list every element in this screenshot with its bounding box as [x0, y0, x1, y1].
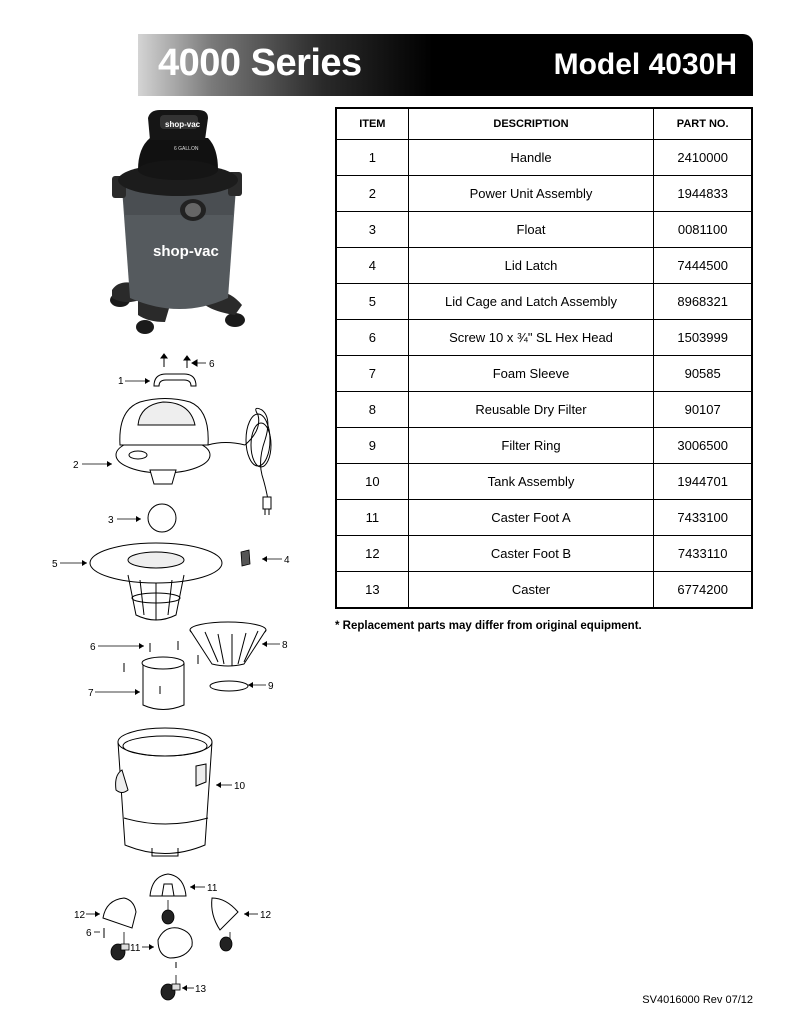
model-title: Model 4030H [553, 48, 737, 81]
tank-assembly [116, 728, 212, 856]
cell-part-no: 1503999 [654, 320, 752, 356]
table-row [336, 536, 752, 572]
label-5: 5 [52, 559, 58, 570]
cell-part-no: 90107 [654, 392, 752, 428]
foam-sleeve [142, 657, 184, 710]
filter-ring [210, 681, 248, 691]
cell-part-no: 6774200 [654, 572, 752, 609]
document-revision: SV4016000 Rev 07/12 [642, 994, 753, 1006]
cell-description: Power Unit Assembly [408, 176, 654, 212]
label-7: 7 [88, 688, 94, 699]
cell-part-no: 7444500 [654, 248, 752, 284]
label-12-left: 12 [74, 910, 86, 921]
cell-description: Caster [408, 572, 654, 609]
svg-text:shop-vac: shop-vac [165, 120, 201, 129]
cell-item: 13 [336, 572, 408, 609]
cell-part-no: 7433100 [654, 500, 752, 536]
shop-vac-logo: shop-vac [153, 243, 219, 260]
lid-cage [90, 543, 222, 620]
series-title: 4000 Series [158, 42, 362, 84]
cell-item: 4 [336, 248, 408, 284]
label-4: 4 [284, 555, 290, 566]
cell-part-no: 2410000 [654, 140, 752, 176]
dry-filter [190, 622, 266, 666]
table-header-row [336, 108, 752, 140]
cell-description: Handle [408, 140, 654, 176]
cell-item: 10 [336, 464, 408, 500]
cell-part-no: 0081100 [654, 212, 752, 248]
cell-description: Reusable Dry Filter [408, 392, 654, 428]
table-row [336, 464, 752, 500]
svg-text:6 GALLON: 6 GALLON [174, 146, 199, 152]
column-header-part-no: PART NO. [654, 108, 752, 140]
table-row [336, 572, 752, 609]
cell-part-no: 90585 [654, 356, 752, 392]
table-row [336, 212, 752, 248]
table-row [336, 428, 752, 464]
label-11-bottom: 11 [130, 943, 141, 954]
cell-item: 12 [336, 536, 408, 572]
label-3: 3 [108, 515, 114, 526]
parts-diagram [0, 0, 330, 1010]
cell-description: Tank Assembly [408, 464, 654, 500]
cell-description: Filter Ring [408, 428, 654, 464]
replacement-note: * Replacement parts may differ from original equipment. [335, 620, 642, 632]
label-6-bottom: 6 [86, 928, 92, 939]
cell-description: Lid Latch [408, 248, 654, 284]
power-unit [116, 399, 271, 516]
table-row [336, 248, 752, 284]
label-1: 1 [118, 376, 124, 387]
cell-part-no: 1944701 [654, 464, 752, 500]
cell-part-no: 1944833 [654, 176, 752, 212]
label-13: 13 [195, 984, 207, 995]
cell-description: Foam Sleeve [408, 356, 654, 392]
cell-item: 5 [336, 284, 408, 320]
cell-item: 2 [336, 176, 408, 212]
label-8: 8 [282, 640, 288, 651]
cell-part-no: 8968321 [654, 284, 752, 320]
cell-item: 11 [336, 500, 408, 536]
table-row [336, 140, 752, 176]
cell-item: 3 [336, 212, 408, 248]
label-12-right: 12 [260, 910, 272, 921]
table-row [336, 356, 752, 392]
cell-item: 6 [336, 320, 408, 356]
cell-item: 7 [336, 356, 408, 392]
cell-description: Caster Foot B [408, 536, 654, 572]
cell-description: Screw 10 x ¾" SL Hex Head [408, 320, 654, 356]
table-row [336, 284, 752, 320]
label-9: 9 [268, 681, 274, 692]
table-row [336, 176, 752, 212]
label-11-top: 11 [207, 883, 218, 894]
parts-table [335, 107, 753, 609]
cell-description: Lid Cage and Latch Assembly [408, 284, 654, 320]
cell-description: Caster Foot A [408, 500, 654, 536]
cell-part-no: 3006500 [654, 428, 752, 464]
cell-part-no: 7433110 [654, 536, 752, 572]
label-6-mid: 6 [90, 642, 96, 653]
lid-latch [241, 550, 282, 566]
column-header-description: DESCRIPTION [408, 108, 654, 140]
label-6-top: 6 [209, 359, 215, 370]
column-header-item: ITEM [336, 108, 408, 140]
product-photo [110, 110, 245, 334]
cell-item: 8 [336, 392, 408, 428]
table-row [336, 500, 752, 536]
cell-item: 1 [336, 140, 408, 176]
table-row [336, 392, 752, 428]
screws-top [161, 354, 206, 368]
label-10: 10 [234, 781, 246, 792]
label-2: 2 [73, 460, 79, 471]
cell-description: Float [408, 212, 654, 248]
table-row [336, 320, 752, 356]
cell-item: 9 [336, 428, 408, 464]
